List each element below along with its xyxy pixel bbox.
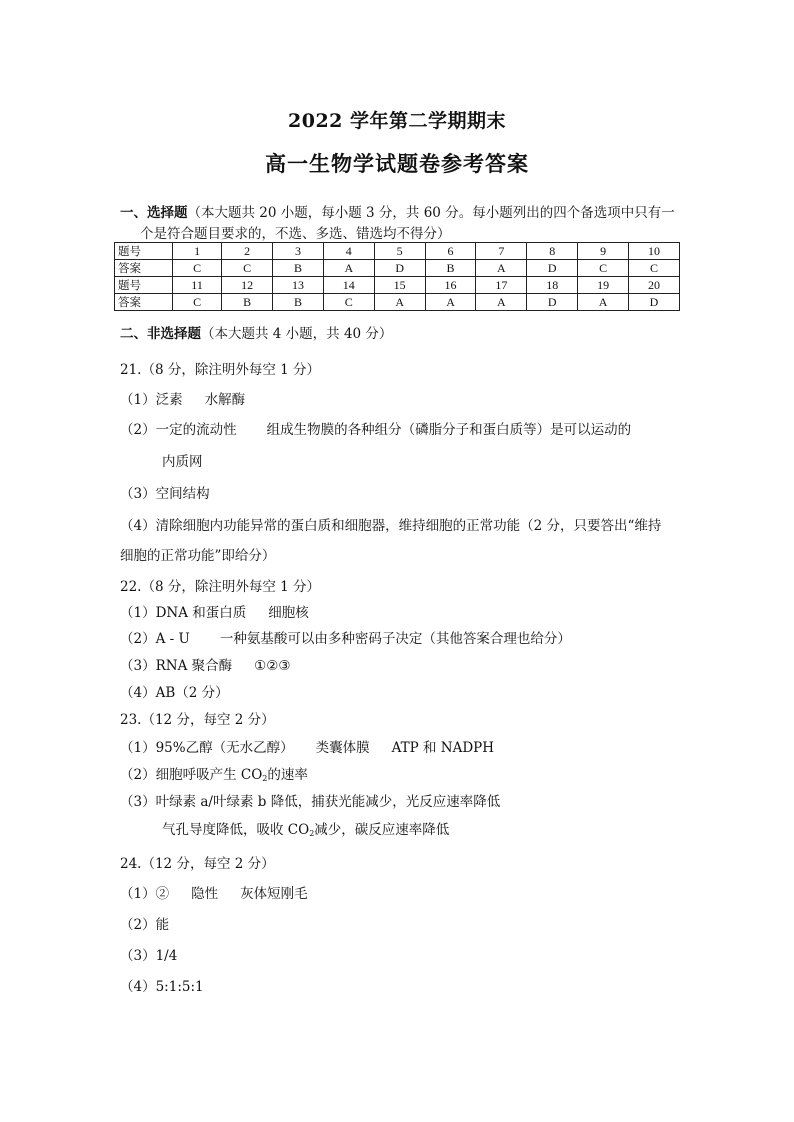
q21-answer-4-cont: 细胞的正常功能”即给分）	[120, 548, 276, 564]
answer-number: （3）	[120, 486, 156, 502]
section1-heading	[120, 204, 680, 222]
section2-heading	[120, 325, 680, 343]
table-cell: A	[476, 260, 527, 277]
table-cell: D	[527, 260, 578, 277]
answer-text: 细胞核	[268, 605, 309, 621]
answer-text: DNA 和蛋白质	[155, 605, 247, 621]
table-cell: A	[374, 294, 425, 311]
q21-answer-3	[120, 482, 210, 502]
q23-answer-3	[120, 790, 500, 810]
table-cell: B	[273, 260, 324, 277]
table-cell: 13	[273, 277, 324, 294]
answer-text: 1/4	[155, 948, 178, 964]
table-cell: C	[173, 294, 222, 311]
table-cell: 15	[374, 277, 425, 294]
section2-title: 二、非选择题	[120, 326, 201, 342]
answer-text: 空间结构	[155, 486, 210, 502]
table-cell: 14	[323, 277, 374, 294]
answer-text: 气孔导度降低，吸收 CO	[162, 822, 310, 838]
answer-number: （2）	[120, 422, 156, 438]
table-cell: 4	[323, 243, 374, 260]
table-cell: 2	[222, 243, 273, 260]
table-cell: 11	[173, 277, 222, 294]
answer-table-row	[115, 243, 680, 260]
table-cell: D	[374, 260, 425, 277]
table-cell: 20	[629, 277, 680, 294]
answer-text: 减少，碳反应速率降低	[314, 822, 450, 838]
section1-note: （本大题共 20 小题，每小题 3 分，共 60 分。每小题列出的四个备选项中只有一	[187, 205, 675, 221]
q24-answer-2	[120, 913, 169, 933]
answer-number: （3）	[120, 948, 156, 964]
table-cell: A	[425, 294, 476, 311]
table-cell: A	[476, 294, 527, 311]
q22-header: 22.（8 分，除注明外每空 1 分）	[120, 579, 321, 595]
q24-header: 24.（12 分，每空 2 分）	[120, 856, 275, 872]
answer-table-row	[115, 277, 680, 294]
table-cell: 17	[476, 277, 527, 294]
row-label: 题号	[115, 277, 173, 294]
q23-answer-2	[120, 763, 308, 783]
q22-answer-3	[120, 654, 290, 674]
table-cell: 8	[527, 243, 578, 260]
answer-number: （3）	[120, 658, 156, 674]
answer-text: 95%乙醇（无水乙醇）	[155, 740, 294, 756]
answer-text: 类囊体膜	[315, 740, 370, 756]
table-cell: 6	[425, 243, 476, 260]
table-cell: 12	[222, 277, 273, 294]
answer-text: ①②③	[254, 658, 291, 674]
q21-answer-1	[120, 388, 245, 408]
q22-answer-1	[120, 601, 309, 621]
answer-table-row	[115, 294, 680, 311]
table-cell: 19	[578, 277, 629, 294]
q21-answer-2	[120, 418, 631, 438]
row-label: 答案	[115, 294, 173, 311]
answer-number: （2）	[120, 917, 156, 933]
table-cell: A	[578, 294, 629, 311]
answer-text: 的速率	[267, 767, 308, 783]
answer-text: 一种氨基酸可以由多种密码子决定（其他答案合理也给分）	[219, 631, 571, 647]
table-cell: D	[629, 294, 680, 311]
table-cell: C	[578, 260, 629, 277]
table-cell: 1	[173, 243, 222, 260]
answer-text: 细胞呼吸产生 CO	[155, 767, 263, 783]
q22-answer-2	[120, 627, 571, 647]
answer-text: 一定的流动性	[155, 422, 237, 438]
row-label: 答案	[115, 260, 173, 277]
table-cell: B	[222, 294, 273, 311]
answer-number: （2）	[120, 767, 156, 783]
table-cell: C	[222, 260, 273, 277]
answer-text: AB（2 分）	[155, 685, 229, 701]
q23-answer-3-cont	[162, 818, 449, 838]
answer-number: （4）	[120, 518, 156, 534]
answer-text: 5:1:5:1	[155, 979, 204, 995]
q22-answer-4	[120, 681, 229, 701]
answer-table	[114, 242, 680, 311]
table-cell: 10	[629, 243, 680, 260]
answer-key-title: 高一生物学试题卷参考答案	[265, 151, 529, 176]
table-cell: C	[323, 294, 374, 311]
table-cell: B	[273, 294, 324, 311]
row-label: 题号	[115, 243, 173, 260]
section1-note-continued: 个是符合题目要求的，不选、多选、错选均不得分）	[140, 226, 451, 242]
answer-number: （4）	[120, 979, 156, 995]
q23-header: 23.（12 分，每空 2 分）	[120, 712, 275, 728]
q24-answer-4	[120, 975, 204, 995]
answer-text: RNA 聚合酶	[155, 658, 233, 674]
answer-text: 能	[155, 917, 170, 933]
answer-number: （4）	[120, 685, 156, 701]
table-cell: B	[425, 260, 476, 277]
answer-text: 隐性	[191, 886, 219, 902]
table-cell: D	[527, 294, 578, 311]
answer-number: （1）	[120, 886, 156, 902]
answer-text: 清除细胞内功能异常的蛋白质和细胞器，维持细胞的正常功能（2 分，只要答出“维持	[155, 518, 662, 534]
section1-title: 一、选择题	[120, 205, 188, 221]
table-cell: 7	[476, 243, 527, 260]
subscript: 2	[309, 829, 315, 838]
q24-answer-1	[120, 882, 308, 902]
table-cell: 18	[527, 277, 578, 294]
table-cell: 3	[273, 243, 324, 260]
table-cell: 9	[578, 243, 629, 260]
answer-number: （2）	[120, 631, 156, 647]
q24-answer-3	[120, 944, 177, 964]
q21-answer-4	[120, 514, 661, 534]
q23-answer-1	[120, 736, 494, 756]
answer-text: 泛素	[155, 392, 183, 408]
exam-title: 2022 学年第二学期期末	[288, 110, 506, 132]
answer-number: （1）	[120, 740, 156, 756]
table-cell: A	[323, 260, 374, 277]
answer-text: 灰体短刚毛	[240, 886, 308, 902]
answer-table-row	[115, 260, 680, 277]
answer-text: 叶绿素 a/叶绿素 b 降低，捕获光能减少，光反应速率降低	[155, 794, 501, 810]
answer-number: （1）	[120, 392, 156, 408]
table-cell: 5	[374, 243, 425, 260]
answer-text: A - U	[155, 631, 190, 647]
answer-text: ATP 和 NADPH	[391, 740, 495, 756]
subscript: 2	[262, 774, 268, 783]
q21-answer-2-cont: 内质网	[162, 454, 203, 470]
answer-number: （1）	[120, 605, 156, 621]
answer-text: 组成生物膜的各种组分（磷脂分子和蛋白质等）是可以运动的	[266, 422, 632, 438]
section2-note: （本大题共 4 小题，共 40 分）	[201, 326, 393, 342]
q21-header: 21.（8 分，除注明外每空 1 分）	[120, 362, 321, 378]
table-cell: C	[629, 260, 680, 277]
answer-text: ②	[155, 886, 170, 902]
answer-text: 水解酶	[204, 392, 246, 408]
answer-number: （3）	[120, 794, 156, 810]
table-cell: 16	[425, 277, 476, 294]
table-cell: C	[173, 260, 222, 277]
